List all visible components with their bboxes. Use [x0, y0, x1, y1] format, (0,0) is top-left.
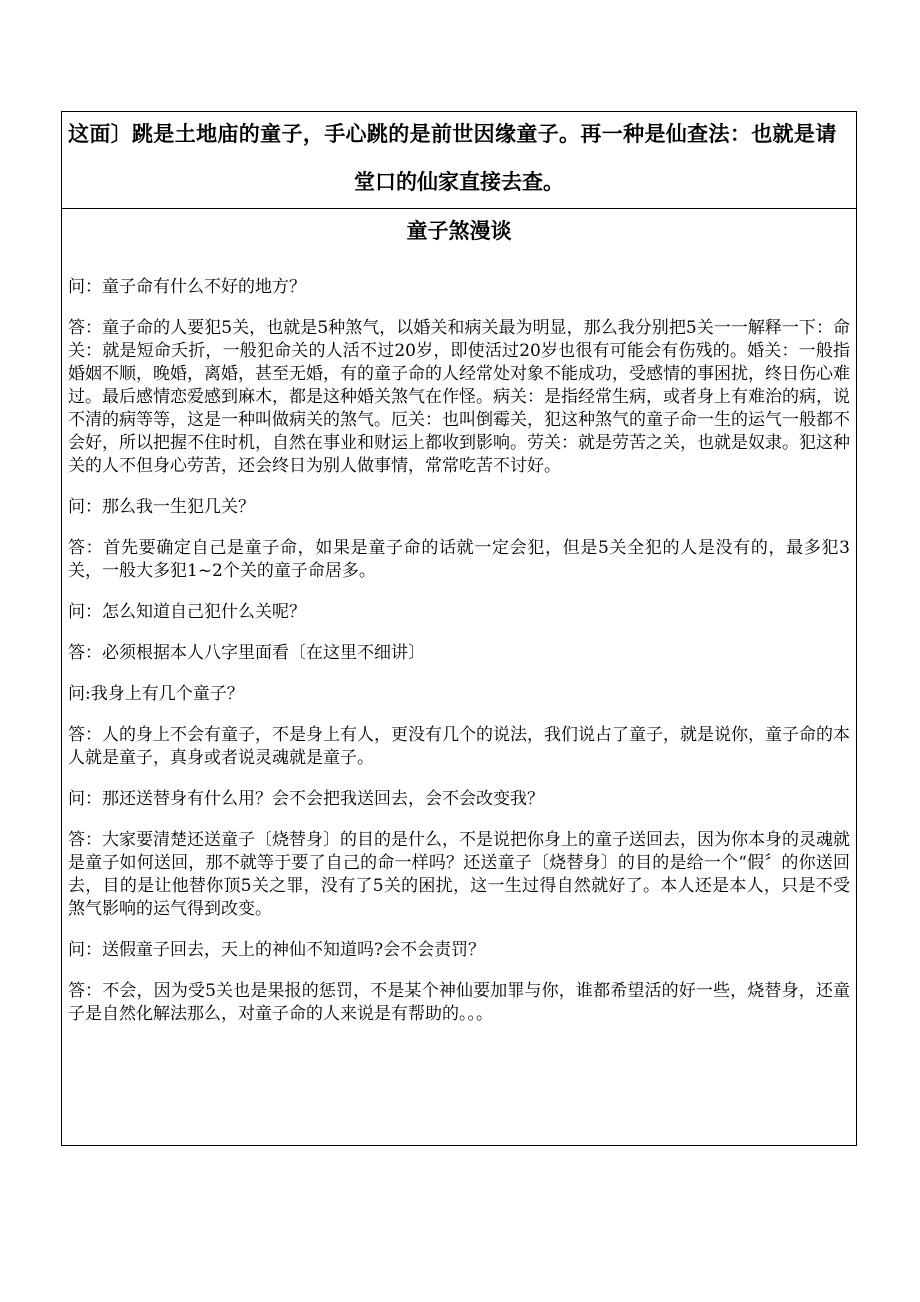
question-6: 问：送假童子回去，天上的神仙不知道吗?会不会责罚？ — [68, 940, 486, 960]
answer-4: 答：人的身上不会有童子，不是身上有人，更没有几个的说法，我们说占了童子，就是说你，童子命的本人就是童子，真身或者说灵魂就是童子。 — [68, 725, 850, 768]
question-4: 问:我身上有几个童子？ — [68, 684, 244, 704]
question-2: 问：那么我一生犯几关？ — [68, 497, 255, 517]
question-3: 问：怎么知道自己犯什么关呢？ — [68, 602, 306, 622]
answer-5: 答：大家要清楚还送童子〔烧替身〕的目的是什么，不是说把你身上的童子送回去，因为你本身的灵魂就是童子如何送回，那不就等于要了自己的命一样吗？还送童子〔烧替身〕的目的是给一个“假〞的你送回去，目的是让他替你顶5关之罪，没有了5关的困扰，这一生过得自然就好了。本人还是本人，只是不受煞气影响的运气得到改变。 — [68, 830, 850, 919]
question-5: 问：那还送替身有什么用？会不会把我送回去，会不会改变我？ — [68, 789, 544, 809]
top-cell-line-1: 这面〕跳是土地庙的童子，手心跳的是前世因缘童子。再一种是仙查法：也就是请 — [68, 121, 837, 146]
top-cell-line-2: 堂口的仙家直接去查。 — [354, 169, 564, 194]
answer-1: 答：童子命的人要犯5关，也就是5种煞气，以婚关和病关最为明显，那么我分别把5关一一解释一下：命关：就是短命夭折，一般犯命关的人活不过20岁，即使活过20岁也很有可能会有伤残的。婚关：一般指婚姻不顺，晚婚，离婚，甚至无婚，有的童子命的人经常处对象不能成功，受感情的事困扰，终日伤心难过。最后感情恋爱感到麻木，都是这种婚关煞气在作怪。病关：是指经常生病，或者身上有难治的病，说不清的病等等，这是一种叫做病关的煞气。厄关：也叫倒霉关，犯这种煞气的童子命一生的运气一般都不会好，所以把握不住时机，自然在事业和财运上都收到影响。劳关：就是劳苦之关，也就是奴隶。犯这种关的人不但身心劳苦，还会终日为别人做事情，常常吃苦不讨好。 — [68, 318, 850, 476]
answer-6: 答：不会，因为受5关也是果报的惩罚，不是某个神仙要加罪与你，谁都希望活的好一些，烧替身，还童子是自然化解法那么，对童子命的人来说是有帮助的。。。 — [68, 981, 850, 1024]
section-title: 童子煞漫谈 — [406, 218, 512, 243]
answer-3: 答：必须根据本人八字里面看〔在这里不细讲〕 — [68, 643, 425, 663]
main-cell — [62, 209, 856, 1145]
top-cell — [62, 112, 856, 209]
document-table — [61, 111, 857, 1146]
answer-2: 答：首先要确定自己是童子命，如果是童子命的话就一定会犯，但是5关全犯的人是没有的，最多犯3关，一般大多犯1~2个关的童子命居多。 — [68, 538, 850, 581]
question-1: 问：童子命有什么不好的地方？ — [68, 277, 306, 297]
